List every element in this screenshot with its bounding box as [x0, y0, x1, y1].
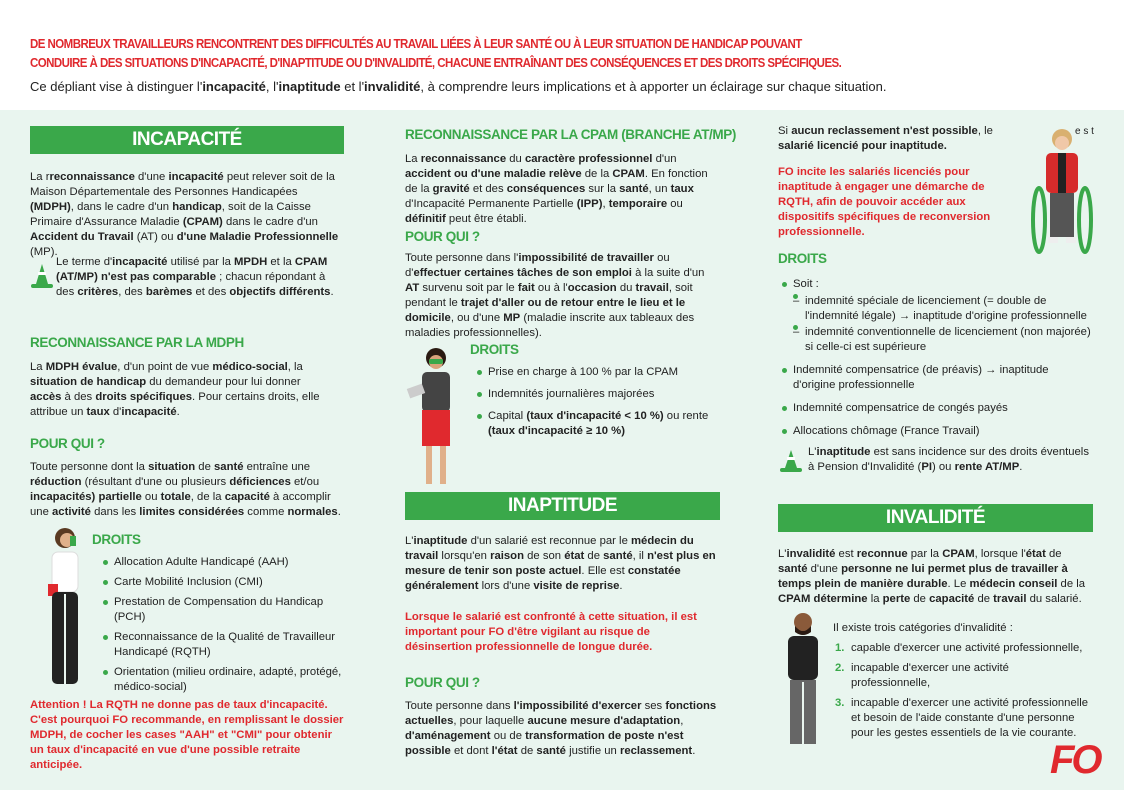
list-item: Reconnaissance de la Qualité de Travailleur Handicapé (RQTH) [103, 630, 343, 660]
inaptitude-title: INAPTITUDE [405, 492, 720, 520]
list-item: Prestation de Compensation du Handicap (PCH) [103, 595, 343, 625]
bold-text: CPAM (AT/MP) n'est pas comparable [56, 256, 328, 283]
droits-title-1: DROITS [92, 532, 141, 547]
list-item: Prise en charge à 100 % par la CPAM [477, 365, 719, 380]
soit-sublist [793, 294, 1094, 355]
man-illustration [780, 608, 826, 758]
bold-text: perte [882, 593, 911, 605]
inaptitude-note: L'inaptitude est sans incidence sur des droits éventuels à Pension d'Invalidité (PI) ou rente AT/MP. [808, 446, 1089, 473]
bold-text: salarié licencié pour inaptitude. [778, 140, 947, 152]
bold-text: AT [405, 282, 420, 294]
incapacite-note: Le terme d'incapacité utilisé par la MPDH et la CPAM (AT/MP) n'est pas comparable ; chacun répondant à des critères, des barèmes et des objectifs différents. [56, 256, 334, 298]
attention-note: Attention ! La RQTH ne donne pas de taux d'incapacité. C'est pourquoi FO recommande, en remplissant le dossier MDPH, de cocher les cases "AAH" et "CMI" pour obtenir un taux d'incapacité en vue d'une possible retraite anticipée. [30, 699, 344, 771]
invalidite-text: L'invalidité est reconnue par la CPAM, lorsque l'état de santé d'une personne ne lui permet plus de travailler à temps plein de manière durable. Le médecin conseil de la CPAM détermine la perte de capacité de travail du salarié. [778, 548, 1086, 605]
bold-text: état [1025, 548, 1046, 560]
incapacite-intro: La rreconnaissance d'une incapacité peut relever soit de la Maison Départementale des Personnes Handicapées (MDPH), dans le cadre d'un handicap, soit de la Caisse Primaire d'Assurance Maladie (CPAM) dans le cadre d'un Accident du Travail (AT) ou d'une Maladie Professionnelle (MP). [30, 171, 339, 258]
wheelchair-user-illustration [1030, 125, 1094, 262]
bold-text: normales [287, 506, 338, 518]
cpam-title: RECONNAISSANCE PAR LA CPAM (BRANCHE AT/MP) [405, 127, 736, 142]
invalidite-title: INVALIDITÉ [778, 504, 1093, 532]
invalidite-categories [835, 641, 1090, 746]
bold-text: aucune mesure d'adaptation [527, 715, 681, 727]
bold-text: effectuer certaines tâches de son emploi [413, 267, 632, 279]
bold-text: capacité [929, 593, 975, 605]
bold-text: raison [490, 550, 524, 562]
bold-text: caractère professionnel [524, 153, 653, 165]
bold-text: d'aménagement [405, 730, 491, 742]
bold-text: (taux d'incapacité < 10 %) [526, 410, 664, 422]
mdph-title: RECONNAISSANCE PAR LA MDPH [30, 335, 244, 350]
bold-text: santé [214, 461, 244, 473]
bold-text: Accident du Travail [30, 231, 134, 243]
woman-phone-illustration [40, 524, 90, 701]
bold-text: fait [517, 282, 535, 294]
pourqui-text-1: Toute personne dont la situation de santé entraîne une réduction (résultant d'une ou plusieurs déficiences et/ou incapacités) partielle ou totale, de la capacité à accomplir une activité dans les limites considérées comme normales. [30, 461, 341, 518]
est-text: e s t [1075, 126, 1094, 137]
bold-text: travail [993, 593, 1027, 605]
bold-text: MPDH [234, 256, 268, 268]
bold-text: invalidité [786, 548, 836, 560]
cpam-droits-list [477, 365, 719, 444]
bold-text: incapacité [168, 171, 224, 183]
bold-text: santé [778, 563, 808, 575]
list-number: 3. [835, 697, 845, 709]
list-item: Allocations chômage (France Travail) [782, 424, 1094, 439]
bold-text: (taux d'incapacité ≥ 10 %) [488, 425, 625, 437]
bold-text: (CPAM) [182, 216, 223, 228]
bold-text: santé [536, 745, 566, 757]
pourqui-text-3: Toute personne dans l'impossibilité d'exercer ses fonctions actuelles, pour laquelle aucune mesure d'adaptation, d'aménagement ou de transformation de poste n'est possible et dont l'état de santé justifie un reclassement. [405, 700, 717, 757]
bold-text: situation [148, 461, 196, 473]
list-item: Indemnité compensatrice de congés payés [782, 401, 1094, 416]
bold-text: critères [77, 286, 119, 298]
bold-text: fonctions actuelles [405, 700, 717, 727]
inaptitude-text: L'inaptitude d'un salarié est reconnue par le médecin du travail lorsqu'en raison de son état de santé, il n'est plus en mesure de tenir son poste actuel. Elle est constatée généralement lors d'une visite de reprise. [405, 535, 716, 592]
pourqui-title-2: POUR QUI ? [405, 229, 480, 244]
bold-text: trajet d'aller ou de retour entre le lieu et le domicile [405, 297, 686, 324]
bold-text: totale [160, 491, 191, 503]
categories-intro: Il existe trois catégories d'invalidité : [833, 622, 1013, 634]
bold-text: l'impossibilité d'exercer [513, 700, 642, 712]
sub-list-item: – indemnité conventionnelle de licenciement (non majorée) si celle-ci est supérieure [793, 325, 1094, 355]
bold-text: incapacité [121, 406, 177, 418]
bold-text: santé [619, 183, 649, 195]
list-item [782, 277, 1094, 355]
bold-text: réduction [30, 476, 82, 488]
bold-text: incapacités) [30, 491, 96, 503]
bold-text: situation de handicap [30, 376, 147, 388]
bold-text: taux [86, 406, 110, 418]
droits-title-2: DROITS [470, 342, 519, 357]
list-text: incapable d'exercer une activité professionnelle et besoin de l'aide constante d'une personne pour les gestes essentiels de la vie courante. [851, 697, 1089, 739]
bold-text: objectifs différents [229, 286, 331, 298]
list-item [835, 661, 1090, 691]
bold-text: partielle [98, 491, 142, 503]
bold-text: barèmes [145, 286, 193, 298]
bold-text: transformation de poste n'est possible [405, 730, 684, 757]
bold-text: constatée généralement [405, 565, 681, 592]
list-item: Orientation (milieu ordinaire, adapté, protégé, médico-social) [103, 665, 343, 695]
list-item: Indemnité compensatrice (de préavis) → inaptitude d'origine professionnelle [782, 363, 1094, 393]
bold-text: accident ou d'une maladie relève [405, 168, 582, 180]
bold-text: définitif [405, 213, 446, 225]
list-item: Capital (taux d'incapacité < 10 %) ou rente (taux d'incapacité ≥ 10 %) [477, 409, 719, 439]
bold-text: MP [503, 312, 521, 324]
droits-title-3: DROITS [778, 251, 827, 266]
bold-text: (MDPH) [30, 201, 71, 213]
bold-text: taux [670, 183, 694, 195]
bold-text: activité [52, 506, 91, 518]
soit-label: Soit : [793, 278, 819, 290]
bold-text: PI [921, 461, 932, 473]
bold-text: CPAM [612, 168, 645, 180]
cone-icon [30, 262, 54, 295]
bold-text: n'est plus en mesure de tenir son poste actuel [405, 550, 716, 577]
bold-text: reconnaissance [49, 171, 135, 183]
incapacite-droits-list [103, 555, 343, 700]
bold-text: conséquences [506, 183, 586, 195]
list-text: incapable d'exercer une activité professionnelle, [851, 662, 1009, 689]
bold-text: temporaire [608, 198, 668, 210]
fo-incite-text: FO incite les salariés licenciés pour inaptitude à engager une démarche de RQTH, afin de pouvoir accéder aux dispositifs spécifiques de reconversion professionnelle. [778, 166, 991, 238]
bold-text: déficiences [229, 476, 291, 488]
bold-text: droits spécifiques [95, 391, 193, 403]
bold-text: CPAM détermine [778, 593, 868, 605]
list-item: Indemnités journalières majorées [477, 387, 719, 402]
incapacite-title: INCAPACITÉ [30, 126, 344, 154]
list-text: capable d'exercer une activité professionnelle, [851, 642, 1083, 654]
bold-text: aucun reclassement n'est possible [791, 125, 978, 137]
bold-text: gravité [432, 183, 470, 195]
bold-text: visite de reprise [533, 580, 620, 592]
licenciement-text: Si aucun reclassement n'est possible, le salarié licencié pour inaptitude. [778, 125, 993, 152]
list-item: Carte Mobilité Inclusion (CMI) [103, 575, 343, 590]
sub-list-item: – indemnité spéciale de licenciement (= double de l'indemnité légale) → inaptitude d'origine professionnelle [793, 294, 1094, 324]
bold-text: capacité [224, 491, 270, 503]
cone-icon [779, 448, 803, 479]
bold-text: personne ne lui permet plus de travailler à temps plein de manière durable [778, 563, 1068, 590]
bold-text: invalidité [364, 79, 421, 94]
bold-text: inaptitude [816, 446, 871, 458]
intro-text: Ce dépliant vise à distinguer l'incapacité, l'inaptitude et l'invalidité, à comprendre leurs implications et à apporter un éclairage sur chaque situation. [30, 79, 887, 94]
woman-tablet-illustration [406, 346, 462, 493]
bold-text: santé [603, 550, 633, 562]
intro-headline: DE NOMBREUX TRAVAILLEURS RENCONTRENT DES DIFFICULTÉS AU TRAVAIL LIÉES À LEUR SANTÉ OU À LEUR SITUATION DE HANDICAP POUVANT CONDUIRE À DES SITUATIONS D'INCAPACITÉ, D'INAPTITUDE OU D'INVALIDITÉ, CHACUNE ENTRAÎNANT DES CONSÉQUENCES ET DES DROITS SPÉCIFIQUES. [30, 37, 842, 70]
bold-text: impossibilité de travailler [518, 252, 654, 264]
list-number: 1. [835, 642, 845, 654]
bold-text: limites considérées [139, 506, 245, 518]
inaptitude-droits-list [782, 277, 1094, 444]
pourqui-title-3: POUR QUI ? [405, 675, 480, 690]
bold-text: rente AT/MP [954, 461, 1020, 473]
bold-text: médecin du travail [405, 535, 694, 562]
bold-text: reconnaissance [420, 153, 507, 165]
bold-text: CPAM [942, 548, 975, 560]
bold-text: MDPH évalue [45, 361, 118, 373]
bold-text: état [564, 550, 585, 562]
bold-text: accès [30, 391, 62, 403]
bold-text: reclassement [619, 745, 693, 757]
bold-text: reconnue [856, 548, 908, 560]
bold-text: incapacité [112, 256, 168, 268]
bold-text: (IPP) [576, 198, 603, 210]
list-item [835, 641, 1090, 656]
bold-text: médico-social [212, 361, 288, 373]
fo-logo: FO [1050, 738, 1100, 782]
bold-text: incapacité [202, 79, 266, 94]
bold-text: inaptitude [413, 535, 468, 547]
bold-text: médecin conseil [969, 578, 1058, 590]
bold-text: occasion [567, 282, 617, 294]
bold-text: handicap [172, 201, 222, 213]
bold-text: l'état [491, 745, 518, 757]
bold-text: inaptitude [278, 79, 341, 94]
bold-text: d'une Maladie Professionnelle [176, 231, 339, 243]
pourqui-text-2: Toute personne dans l'impossibilité de travailler ou d'effectuer certaines tâches de son emploi à la suite d'un AT survenu soit par le fait ou à l'occasion du travail, soit pendant le trajet d'aller ou de retour entre le lieu et le domicile, ou d'une MP (maladie inscrite aux tableaux des maladies professionnelles). [405, 252, 705, 339]
cpam-text: La reconnaissance du caractère professionnel d'un accident ou d'une maladie relève de la CPAM. En fonction de la gravité et des conséquences sur la santé, un taux d'Incapacité Permanente Partielle (IPP), temporaire ou définitif peut être établi. [405, 153, 708, 225]
bold-text: travail [635, 282, 669, 294]
list-item: Allocation Adulte Handicapé (AAH) [103, 555, 343, 570]
list-item [835, 696, 1090, 741]
pourqui-title-1: POUR QUI ? [30, 436, 105, 451]
mdph-text: La MDPH évalue, d'un point de vue médico-social, la situation de handicap du demandeur pour lui donner accès à des droits spécifiques. Pour certains droits, elle attribue un taux d'incapacité. [30, 361, 320, 418]
inaptitude-warning: Lorsque le salarié est confronté à cette situation, il est important pour FO d'être vigilant au risque de désinsertion professionnelle de longue durée. [405, 611, 697, 653]
list-number: 2. [835, 662, 845, 674]
